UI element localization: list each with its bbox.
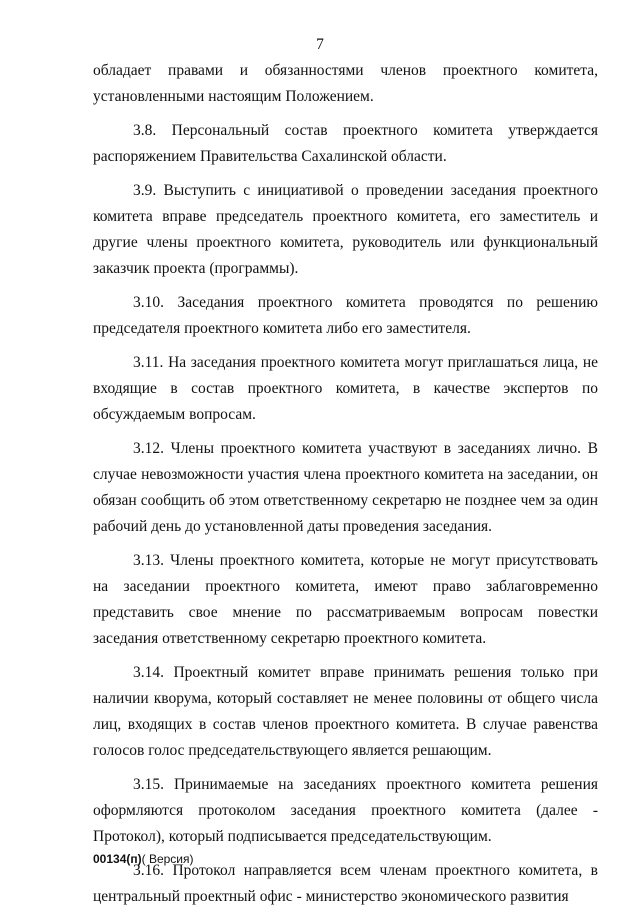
document-code: 00134(п)	[93, 852, 142, 866]
paragraph-3-13: 3.13. Члены проектного комитета, которые не могут присутствовать на заседании проектного комитета, имеют право заблаговременно представить свое мнение по рассматриваемым вопросам повестки заседания ответственному секретарю проектного комитета.	[93, 552, 598, 647]
paragraph-3-11: 3.11. На заседания проектного комитета могут приглашаться лица, не входящие в состав проектного комитета, в качестве экспертов по обсуждаемым вопросам.	[93, 354, 598, 423]
page-number: 7	[316, 36, 324, 53]
paragraph-continuation: обладает правами и обязанностями членов проектного комитета, установленными настоящим Положением.	[93, 62, 598, 105]
paragraph-3-12: 3.12. Члены проектного комитета участвуют в заседаниях лично. В случае невозможности участия члена проектного комитета на заседании, он обязан сообщить об этом ответственному секретарю не позднее чем за один рабочий день до установленной даты проведения заседания.	[93, 440, 598, 535]
paragraph-3-16: 3.16. Протокол направляется всем членам проектного комитета, в центральный проектный офис - министерство экономического развития	[93, 862, 598, 905]
paragraph-3-14: 3.14. Проектный комитет вправе принимать решения только при наличии кворума, который составляет не менее половины от общего числа лиц, входящих в состав членов проектного комитета. В случае равенства голосов голос председательствующего является решающим.	[93, 664, 598, 759]
document-version: ( Версия)	[141, 852, 194, 866]
paragraph-3-10: 3.10. Заседания проектного комитета проводятся по решению председателя проектного комитета либо его заместителя.	[93, 294, 598, 337]
document-footer	[93, 852, 194, 866]
paragraph-3-9: 3.9. Выступить с инициативой о проведении заседания проектного комитета вправе председатель проектного комитета, его заместитель и другие члены проектного комитета, руководитель или функциональный заказчик проекта (программы).	[93, 182, 598, 277]
document-body	[93, 58, 598, 910]
paragraph-3-8: 3.8. Персональный состав проектного комитета утверждается распоряжением Правительства Сахалинской области.	[93, 122, 598, 165]
paragraph-3-15: 3.15. Принимаемые на заседаниях проектного комитета решения оформляются протоколом заседания проектного комитета (далее - Протокол), который подписывается председательствующим.	[93, 776, 598, 845]
